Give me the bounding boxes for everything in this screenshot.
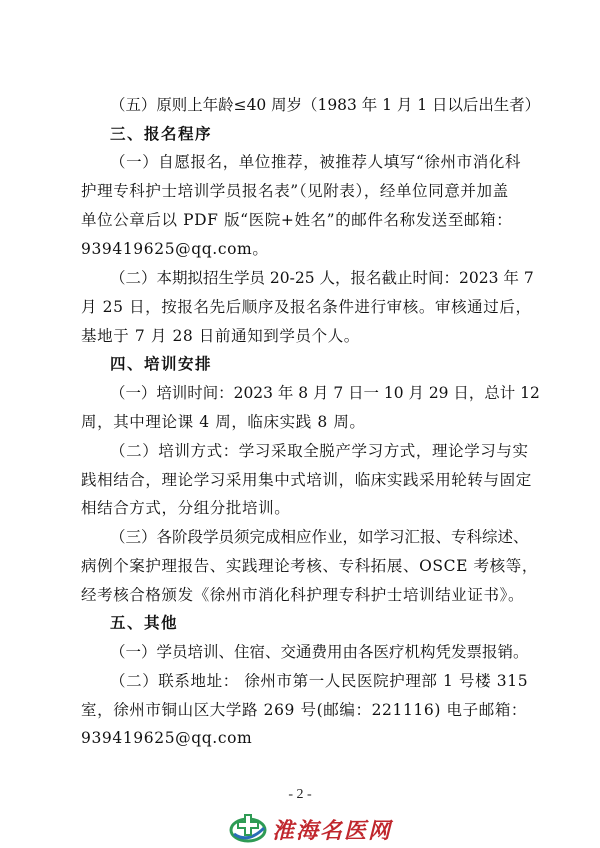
paragraph-line: 践相结合，理论学习采用集中式培训，临床实践采用轮转与固定 (81, 471, 532, 489)
paragraph-line: 月 25 日，按报名先后顺序及报名条件进行审核。审核通过后， (81, 298, 532, 316)
paragraph-line: 经考核合格颁发《徐州市消化科护理专科护士培训结业证书》。 (81, 586, 525, 604)
paragraph-line: （一）自愿报名，单位推荐，被推荐人填写“徐州市消化科 (110, 153, 522, 171)
contact-address-line: 室，徐州市铜山区大学路 269 号(邮编：221116) 电子邮箱： (81, 701, 528, 719)
age-requirement: （五）原则上年龄≤40 周岁（1983 年 1 月 1 日以后出生者） (110, 96, 541, 114)
paragraph-line: （三）各阶段学员须完成相应作业，如学习汇报、专科综述、 (110, 528, 529, 546)
paragraph-line: 单位公章后以 PDF 版“医院+姓名”的邮件名称发送至邮箱： (81, 211, 513, 229)
email-address: 939419625@qq.com (81, 729, 253, 747)
contact-address-line: （二）联系地址： 徐州市第一人民医院护理部 1 号楼 315 (110, 672, 529, 690)
watermark (228, 810, 393, 844)
section-heading-training: 四、培训安排 (110, 355, 213, 373)
paragraph-line: 周，其中理论课 4 周，临床实践 8 周。 (81, 413, 366, 431)
page-number: - 2 - (288, 787, 312, 802)
medical-cross-logo-icon (228, 810, 268, 844)
watermark-text: 淮海名医网 (272, 818, 393, 844)
paragraph-line: （一）学员培训、住宿、交通费用由各医疗机构凭发票报销。 (110, 643, 529, 661)
section-heading-other: 五、其他 (110, 614, 179, 632)
paragraph-line: 相结合方式，分组分批培训。 (81, 499, 291, 517)
paragraph-line: 基地于 7 月 28 日前通知到学员个人。 (81, 327, 360, 345)
paragraph-line: （一）培训时间：2023 年 8 月 7 日一 10 月 29 日，总计 12 (110, 384, 540, 402)
email-address: 939419625@qq.com。 (81, 240, 269, 258)
paragraph-line: 护理专科护士培训学员报名表”（见附表），经单位同意并加盖 (81, 182, 509, 200)
paragraph-line: 病例个案护理报告、实践理论考核、专科拓展、OSCE 考核等， (81, 557, 538, 575)
section-heading-registration: 三、报名程序 (110, 125, 213, 143)
paragraph-line: （二）培训方式：学习采取全脱产学习方式，理论学习与实 (110, 442, 529, 460)
paragraph-line: （二）本期拟招生学员 20-25 人，报名截止时间：2023 年 7 (110, 269, 534, 287)
